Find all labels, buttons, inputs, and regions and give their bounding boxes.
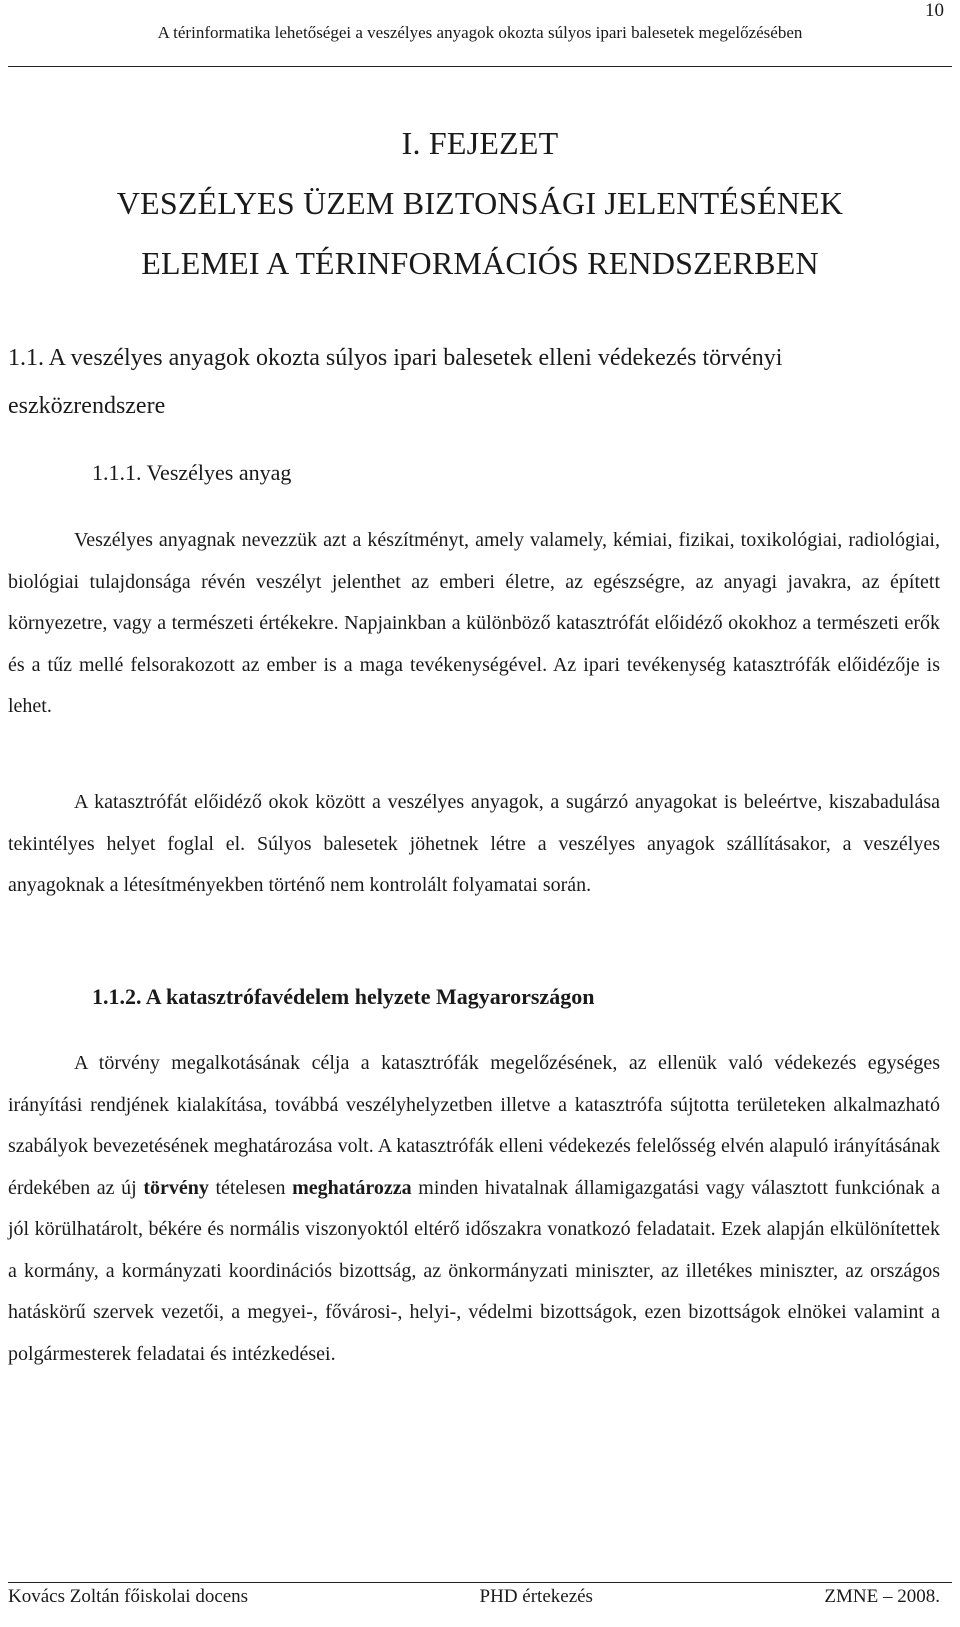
footer-divider <box>8 1582 952 1583</box>
chapter-title-line-2: VESZÉLYES ÜZEM BIZTONSÁGI JELENTÉSÉNEK <box>116 185 844 221</box>
paragraph-text-part-2: tételesen <box>208 1176 293 1199</box>
bold-term-torveny: törvény <box>143 1176 209 1199</box>
paragraph-katasztrofavedelem <box>8 1043 940 1375</box>
running-header: A térinformatika lehetőségei a veszélyes anyagok okozta súlyos ipari balesetek megelőzésében <box>8 22 952 67</box>
paragraph-text-part-3: minden hivatalnak államigazgatási vagy választott funkciónak a jól körülhatárolt, békére és normális viszonyoktól eltérő időszakra vonatkozó feladatait. Ezek alapján elkülönítettek a kormány, a kormányzati koordinációs bizottság, az önkormányzati miniszter, az illetékes miniszter, az országos hatáskörű szervek vezetői, a megyei-, fővárosi-, helyi-, védelmi bizottságok, ezen bizottságok elnökei valamint a polgármesterek feladatai és intézkedései. <box>8 1176 940 1365</box>
paragraph-katasztrofa-okok: A katasztrófát előidéző okok között a veszélyes anyagok, a sugárzó anyagokat is beleértve, kiszabadulása tekintélyes helyet foglal el. Súlyos balesetek jöhetnek létre a veszélyes anyagok szállításakor, a veszélyes anyagoknak a létesítményekben történő nem kontrolált folyamatai során. <box>8 791 940 896</box>
section-heading: 1.1. A veszélyes anyagok okozta súlyos ipari balesetek elleni védekezés törvényi eszközrendszere <box>8 345 783 419</box>
subsection-heading-1-1-1: 1.1.1. Veszélyes anyag <box>92 460 292 485</box>
paragraph-veszelyes-anyag: Veszélyes anyagnak nevezzük azt a készítményt, amely valamely, kémiai, fizikai, toxikológiai, radiológiai, biológiai tulajdonsága révén veszélyt jelenthet az emberi életre, az egészségre, az anyagi javakra, az épített környezetre, vagy a természeti értékekre. Napjainkban a különböző katasztrófát előidéző okokhoz a természeti erők és a tűz mellé felsorakozott az ember is a maga tevékenységével. Az ipari tevékenység katasztrófák előidézője is lehet. <box>8 529 940 717</box>
paragraph-text-part-1: A törvény megalkotásának célja a katasztrófák megelőzésének, az ellenük való védekezés egységes irányítási rendjének kialakítása, továbbá veszélyhelyzetben illetve a katasztrófa sújtotta területeken alkalmazható szabályok bevezetésének meghatározása volt. A katasztrófák elleni védekezés felelősség elvén alapuló irányításának érdekében az új <box>8 1052 940 1199</box>
footer-institution-year: ZMNE – 2008. <box>824 1586 940 1607</box>
subsection-heading-1-1-2: 1.1.2. A katasztrófavédelem helyzete Magyarországon <box>92 984 595 1009</box>
page-footer <box>8 1586 940 1608</box>
chapter-title-line-3: ELEMEI A TÉRINFORMÁCIÓS RENDSZERBEN <box>141 245 819 281</box>
chapter-title-line-1: I. FEJEZET <box>401 125 559 161</box>
bold-term-meghatarozza: meghatározza <box>292 1176 412 1199</box>
footer-author: Kovács Zoltán főiskolai docens <box>8 1586 249 1607</box>
page-number: 10 <box>925 0 944 21</box>
chapter-title <box>0 113 960 293</box>
footer-document-type: PHD értekezés <box>479 1586 593 1607</box>
